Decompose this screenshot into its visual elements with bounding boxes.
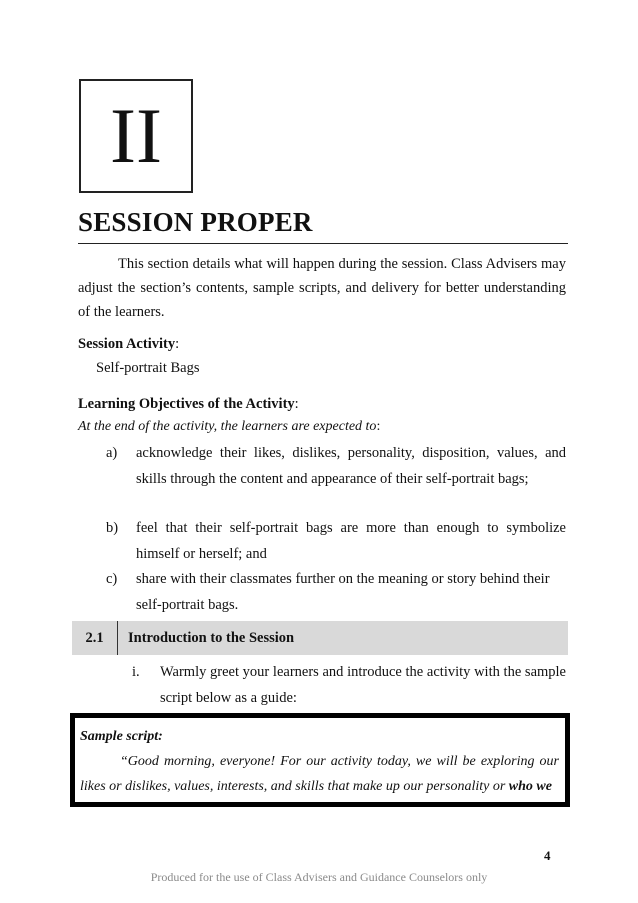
objective-item-c bbox=[106, 566, 566, 618]
objective-text: share with their classmates further on the meaning or story behind their self-portrait bags. bbox=[136, 571, 550, 613]
page-title: SESSION PROPER bbox=[78, 207, 313, 237]
objective-letter: a) bbox=[106, 445, 118, 461]
section-header-bar bbox=[72, 621, 568, 655]
footer-note: Produced for the use of Class Advisers and Guidance Counselors only bbox=[150, 870, 488, 884]
activity-label: Session Activity bbox=[78, 336, 176, 352]
objectives-lead-text: At the end of the activity, the learners are expected to bbox=[78, 419, 377, 434]
objectives-colon: : bbox=[294, 396, 299, 412]
chapter-numeral: II bbox=[110, 92, 162, 179]
step-text: Warmly greet your learners and introduce the activity with the sample script below as a guide: bbox=[160, 664, 566, 706]
objective-item-b bbox=[106, 515, 566, 567]
page-number: 4 bbox=[544, 848, 551, 863]
sample-script-bold-tail: who we bbox=[508, 779, 552, 794]
objective-text: feel that their self-portrait bags are more than enough to symbolize himself or herself; and bbox=[136, 520, 566, 562]
activity-heading bbox=[78, 333, 566, 356]
activity-name: Self-portrait Bags bbox=[96, 360, 200, 376]
chapter-number-box bbox=[79, 79, 193, 193]
step-numeral: i. bbox=[132, 664, 140, 680]
sample-script-heading: Sample script: bbox=[80, 729, 163, 744]
sample-script-text bbox=[80, 749, 559, 799]
section-number: 2.1 bbox=[85, 629, 104, 646]
title-underline bbox=[78, 243, 568, 244]
intro-paragraph: This section details what will happen during the session. Class Advisers may adjust the section’s contents, sample scripts, and delivery for better understanding of the learners. bbox=[78, 256, 566, 320]
objectives-lead-colon: : bbox=[376, 419, 381, 434]
step-item bbox=[132, 659, 566, 711]
objectives-heading bbox=[78, 393, 566, 416]
activity-colon: : bbox=[175, 336, 180, 352]
sample-script-body: “Good morning, everyone! For our activity today, we will be exploring our likes or dislikes, values, interests, and skills that make up our personality or bbox=[80, 754, 559, 794]
objective-item-a bbox=[106, 440, 566, 492]
objective-letter: b) bbox=[106, 520, 119, 536]
section-label: Introduction to the Session bbox=[128, 629, 295, 646]
objectives-label: Learning Objectives of the Activity bbox=[78, 396, 295, 412]
sample-script-box bbox=[70, 713, 570, 807]
objective-letter: c) bbox=[106, 571, 118, 587]
objectives-lead bbox=[78, 415, 566, 438]
objective-text: acknowledge their likes, dislikes, personality, disposition, values, and skills through the content and appearance of their self-portrait bags; bbox=[136, 445, 566, 487]
